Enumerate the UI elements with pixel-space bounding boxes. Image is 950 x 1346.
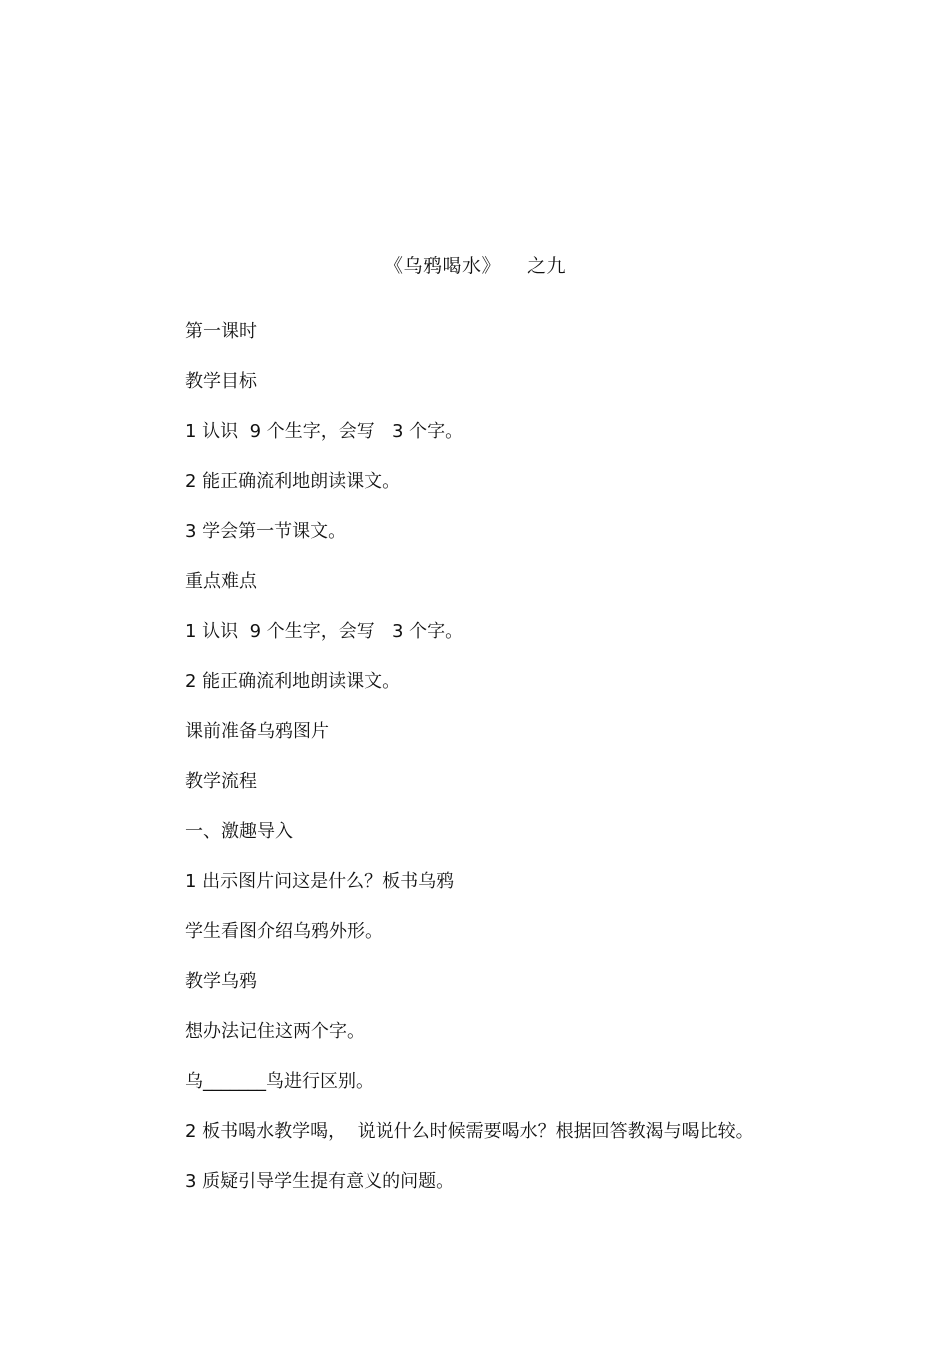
goal-item-2: 2 能正确流利地朗读课文。 xyxy=(185,471,401,492)
key-point-item-2: 2 能正确流利地朗读课文。 xyxy=(185,671,401,692)
process-line: 乌_______鸟进行区别。 xyxy=(185,1071,374,1092)
key-point-item-1: 1 认识 9 个生字，会写 3 个字。 xyxy=(185,621,464,642)
process-step-heading: 一、激趣导入 xyxy=(185,821,293,842)
document-title xyxy=(0,253,950,279)
title-main: 《乌鸦喝水》 xyxy=(383,255,501,277)
section-heading-key-points: 重点难点 xyxy=(185,571,257,592)
process-item-2: 2 板书喝水教学喝， 说说什么时候需要喝水？根据回答教渴与喝比较。 xyxy=(185,1121,754,1142)
goal-item-3: 3 学会第一节课文。 xyxy=(185,521,347,542)
preparation-line: 课前准备乌鸦图片 xyxy=(185,721,329,742)
process-item-3: 3 质疑引导学生提有意义的问题。 xyxy=(185,1171,455,1192)
section-heading-goals: 教学目标 xyxy=(185,371,257,392)
section-heading-lesson: 第一课时 xyxy=(185,321,257,342)
process-item-1: 1 出示图片问这是什么？板书乌鸦 xyxy=(185,871,455,892)
process-line: 想办法记住这两个字。 xyxy=(185,1021,365,1042)
title-suffix: 之九 xyxy=(527,255,567,277)
goal-item-1: 1 认识 9 个生字，会写 3 个字。 xyxy=(185,421,464,442)
section-heading-process: 教学流程 xyxy=(185,771,257,792)
process-line: 学生看图介绍乌鸦外形。 xyxy=(185,921,383,942)
process-line: 教学乌鸦 xyxy=(185,971,257,992)
document-body xyxy=(185,319,885,1219)
